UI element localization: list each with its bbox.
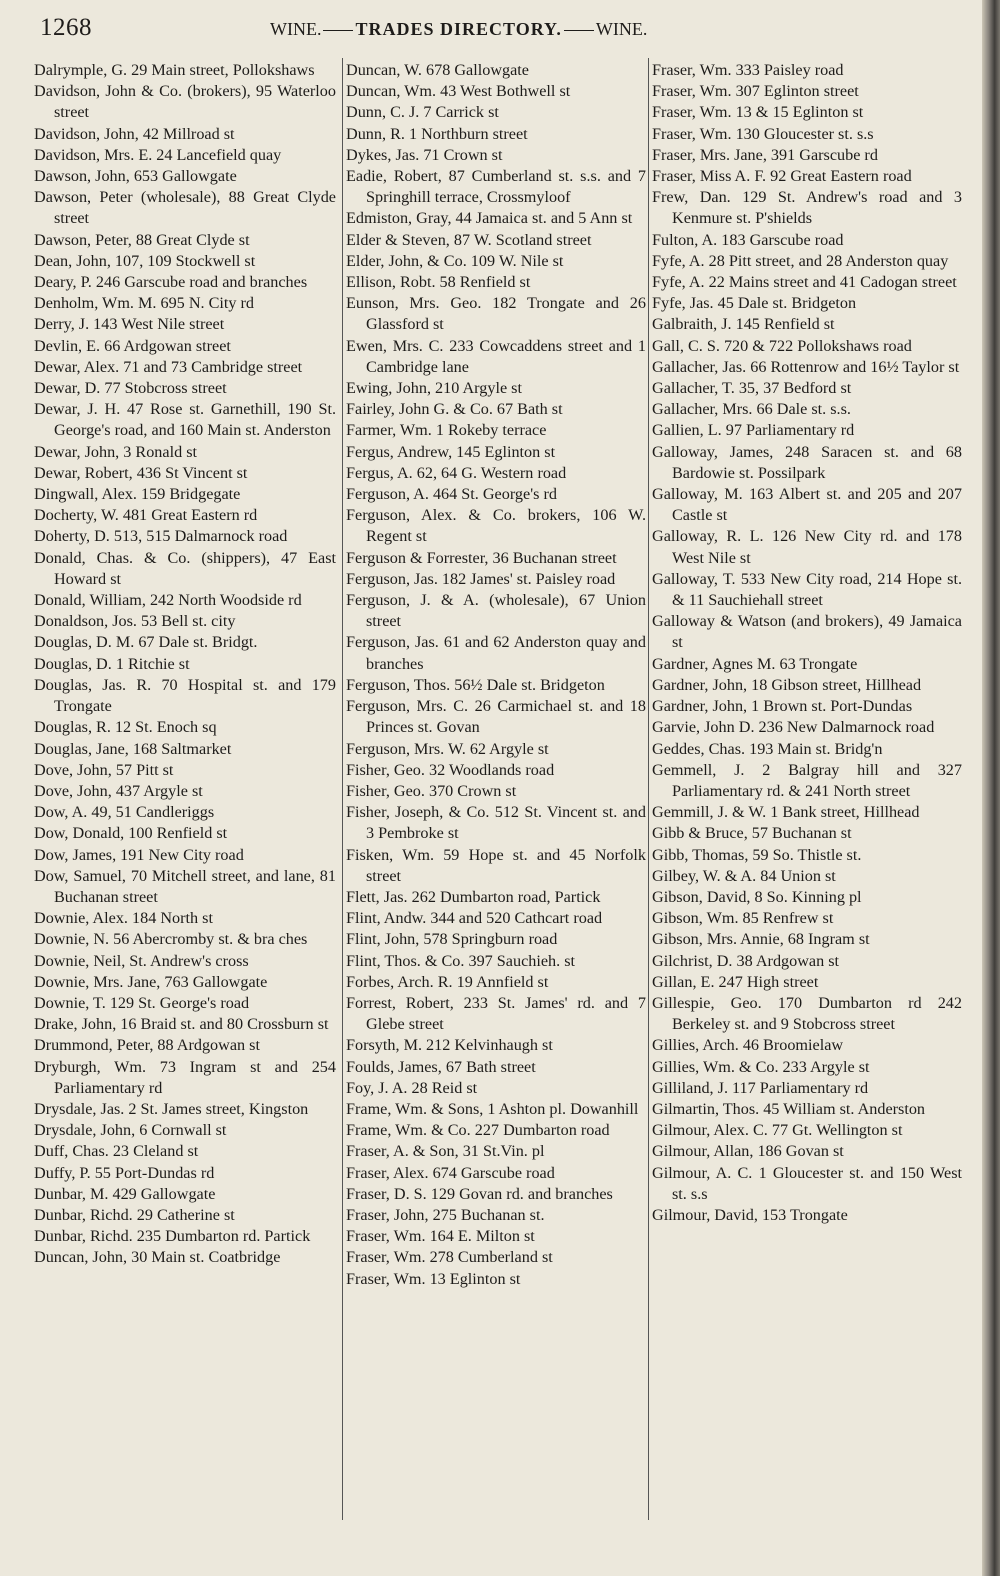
page-number: 1268 bbox=[40, 14, 92, 41]
directory-entry: Dunn, C. J. 7 Carrick st bbox=[346, 103, 499, 122]
directory-entry: Dawson, Peter, 88 Great Clyde st bbox=[34, 230, 250, 249]
directory-entry: Downie, Alex. 184 North st bbox=[34, 909, 213, 928]
directory-entry: Eunson, Mrs. Geo. 182 Trongate and 26 Glassford st bbox=[346, 294, 646, 334]
directory-entry: Fraser, John, 275 Buchanan st. bbox=[346, 1205, 545, 1224]
column-1 bbox=[34, 60, 336, 1269]
directory-entry: Dow, Samuel, 70 Mitchell street, and lane, 81 Buchanan street bbox=[34, 866, 336, 906]
directory-entry: Gibson, Mrs. Annie, 68 Ingram st bbox=[652, 930, 870, 949]
column-divider bbox=[648, 58, 649, 1520]
running-head-right: WINE. bbox=[595, 19, 648, 39]
directory-entry: Fyfe, A. 22 Mains street and 41 Cadogan street bbox=[652, 273, 957, 292]
directory-entry: Gillies, Wm. & Co. 233 Argyle st bbox=[652, 1057, 870, 1076]
directory-entry: Docherty, W. 481 Great Eastern rd bbox=[34, 506, 258, 525]
directory-entry: Donald, William, 242 North Woodside rd bbox=[34, 591, 302, 610]
directory-entry: Gallien, L. 97 Parliamentary rd bbox=[652, 421, 855, 440]
directory-entry: Gilchrist, D. 38 Ardgowan st bbox=[652, 951, 840, 970]
directory-entry: Dove, John, 57 Pitt st bbox=[34, 760, 174, 779]
directory-entry: Frew, Dan. 129 St. Andrew's road and 3 Kenmure st. P'shields bbox=[652, 188, 962, 228]
directory-entry: Fraser, Wm. 13 Eglinton st bbox=[346, 1269, 521, 1288]
directory-entry: Downie, Neil, St. Andrew's cross bbox=[34, 951, 249, 970]
directory-entry: Donald, Chas. & Co. (shippers), 47 East Howard st bbox=[34, 548, 336, 588]
directory-entry: Galloway, James, 248 Saracen st. and 68 Bardowie st. Possilpark bbox=[652, 442, 962, 482]
directory-entry: Dow, Donald, 100 Renfield st bbox=[34, 824, 228, 843]
directory-entry: Ferguson, Jas. 182 James' st. Paisley road bbox=[346, 569, 616, 588]
directory-entry: Dewar, J. H. 47 Rose st. Garnethill, 190 St. George's road, and 160 Main st. Anderston bbox=[34, 400, 336, 440]
directory-entry: Dunbar, Richd. 235 Dumbarton rd. Partick bbox=[34, 1227, 311, 1246]
directory-entry: Douglas, Jane, 168 Saltmarket bbox=[34, 739, 232, 758]
directory-entry: Gall, C. S. 720 & 722 Pollokshaws road bbox=[652, 336, 912, 355]
directory-entry: Ewing, John, 210 Argyle st bbox=[346, 379, 522, 398]
directory-entry: Devlin, E. 66 Ardgowan street bbox=[34, 336, 231, 355]
directory-entry: Dunn, R. 1 Northburn street bbox=[346, 124, 528, 143]
directory-entry: Foy, J. A. 28 Reid st bbox=[346, 1078, 478, 1097]
directory-entry: Elder & Steven, 87 W. Scotland street bbox=[346, 230, 592, 249]
directory-entry: Farmer, Wm. 1 Rokeby terrace bbox=[346, 421, 547, 440]
directory-entry: Dewar, John, 3 Ronald st bbox=[34, 442, 198, 461]
directory-entry: Gallacher, Jas. 66 Rottenrow and 16½ Taylor st bbox=[652, 357, 960, 376]
directory-entry: Gemmill, J. & W. 1 Bank street, Hillhead bbox=[652, 803, 920, 822]
directory-entry: Gilliland, J. 117 Parliamentary rd bbox=[652, 1078, 869, 1097]
column-2 bbox=[346, 60, 646, 1290]
directory-entry: Douglas, D. 1 Ritchie st bbox=[34, 654, 190, 673]
directory-entry: Fraser, Mrs. Jane, 391 Garscube rd bbox=[652, 145, 878, 164]
directory-entry: Dykes, Jas. 71 Crown st bbox=[346, 145, 503, 164]
directory-entry: Geddes, Chas. 193 Main st. Bridg'n bbox=[652, 739, 883, 758]
directory-entry: Gilmour, A. C. 1 Gloucester st. and 150 West st. s.s bbox=[652, 1163, 962, 1203]
directory-entry: Duncan, W. 678 Gallowgate bbox=[346, 61, 529, 79]
directory-entry: Davidson, Mrs. E. 24 Lancefield quay bbox=[34, 145, 282, 164]
directory-entry: Gilmour, Alex. C. 77 Gt. Wellington st bbox=[652, 1121, 903, 1140]
directory-entry: Duncan, John, 30 Main st. Coatbridge bbox=[34, 1248, 281, 1267]
directory-entry: Douglas, R. 12 St. Enoch sq bbox=[34, 718, 217, 737]
directory-entry: Dunbar, M. 429 Gallowgate bbox=[34, 1184, 216, 1203]
directory-entry: Ferguson, Mrs. C. 26 Carmichael st. and 18 Princes st. Govan bbox=[346, 697, 646, 737]
directory-entry: Duffy, P. 55 Port-Dundas rd bbox=[34, 1163, 215, 1182]
directory-entry: Flint, John, 578 Springburn road bbox=[346, 930, 558, 949]
directory-entry: Dawson, John, 653 Gallowgate bbox=[34, 167, 237, 186]
directory-entry: Forsyth, M. 212 Kelvinhaugh st bbox=[346, 1036, 553, 1055]
directory-entry: Fraser, Wm. 278 Cumberland st bbox=[346, 1248, 553, 1267]
directory-entry: Elder, John, & Co. 109 W. Nile st bbox=[346, 251, 564, 270]
directory-entry: Fyfe, Jas. 45 Dale st. Bridgeton bbox=[652, 294, 857, 313]
directory-entry: Davidson, John, 42 Millroad st bbox=[34, 124, 235, 143]
header-dash bbox=[564, 30, 594, 31]
directory-entry: Gardner, John, 18 Gibson street, Hillhead bbox=[652, 675, 922, 694]
directory-entry: Fisher, Geo. 370 Crown st bbox=[346, 781, 517, 800]
directory-entry: Gallacher, T. 35, 37 Bedford st bbox=[652, 379, 852, 398]
directory-entry: Fraser, Alex. 674 Garscube road bbox=[346, 1163, 555, 1182]
directory-entry: Forrest, Robert, 233 St. James' rd. and 7 Glebe street bbox=[346, 993, 646, 1034]
directory-entry: Downie, T. 129 St. George's road bbox=[34, 993, 250, 1012]
page-header bbox=[40, 14, 740, 46]
directory-entry: Galloway, M. 163 Albert st. and 205 and 207 Castle st bbox=[652, 485, 962, 525]
directory-entry: Davidson, John & Co. (brokers), 95 Waterloo street bbox=[34, 82, 336, 122]
directory-entry: Dewar, Robert, 436 St Vincent st bbox=[34, 463, 248, 482]
directory-entry: Galloway & Watson (and brokers), 49 Jamaica st bbox=[652, 612, 962, 652]
directory-entry: Gallacher, Mrs. 66 Dale st. s.s. bbox=[652, 400, 851, 419]
directory-entry: Fraser, Wm. 13 & 15 Eglinton st bbox=[652, 103, 864, 122]
directory-entry: Fraser, Wm. 333 Paisley road bbox=[652, 61, 844, 79]
directory-entry: Drake, John, 16 Braid st. and 80 Crossburn st bbox=[34, 1015, 329, 1034]
directory-entry: Fyfe, A. 28 Pitt street, and 28 Anderston quay bbox=[652, 251, 949, 270]
directory-entry: Drysdale, John, 6 Cornwall st bbox=[34, 1121, 227, 1140]
directory-entry: Denholm, Wm. M. 695 N. City rd bbox=[34, 294, 255, 313]
column-divider bbox=[342, 58, 343, 1520]
directory-entry: Gibb, Thomas, 59 So. Thistle st. bbox=[652, 845, 862, 864]
directory-entry: Gardner, Agnes M. 63 Trongate bbox=[652, 654, 858, 673]
directory-entry: Fisher, Joseph, & Co. 512 St. Vincent st. and 3 Pembroke st bbox=[346, 803, 646, 843]
directory-entry: Gillan, E. 247 High street bbox=[652, 972, 819, 991]
directory-entry: Fairley, John G. & Co. 67 Bath st bbox=[346, 400, 563, 419]
directory-entry: Dawson, Peter (wholesale), 88 Great Clyde street bbox=[34, 188, 336, 228]
directory-entry: Duncan, Wm. 43 West Bothwell st bbox=[346, 82, 571, 101]
directory-entry: Ellison, Robt. 58 Renfield st bbox=[346, 273, 531, 292]
directory-entry: Dow, James, 191 New City road bbox=[34, 845, 244, 864]
directory-entry: Galloway, R. L. 126 New City rd. and 178 West Nile st bbox=[652, 527, 962, 567]
directory-entry: Eadie, Robert, 87 Cumberland st. s.s. and 7 Springhill terrace, Crossmyloof bbox=[346, 167, 646, 207]
directory-entry: Fisken, Wm. 59 Hope st. and 45 Norfolk street bbox=[346, 845, 646, 885]
directory-entry: Fraser, Wm. 307 Eglinton street bbox=[652, 82, 859, 101]
directory-entry: Fraser, Wm. 130 Gloucester st. s.s bbox=[652, 124, 874, 143]
directory-entry: Flint, Thos. & Co. 397 Sauchieh. st bbox=[346, 951, 576, 970]
directory-entry: Garvie, John D. 236 New Dalmarnock road bbox=[652, 718, 935, 737]
directory-entry: Ferguson, A. 464 St. George's rd bbox=[346, 485, 557, 504]
directory-entry: Flint, Andw. 344 and 520 Cathcart road bbox=[346, 909, 603, 928]
directory-entry: Edmiston, Gray, 44 Jamaica st. and 5 Ann st bbox=[346, 209, 633, 228]
directory-entry: Fraser, A. & Son, 31 St.Vin. pl bbox=[346, 1142, 545, 1161]
directory-entry: Gibb & Bruce, 57 Buchanan st bbox=[652, 824, 852, 843]
directory-entry: Ferguson, Alex. & Co. brokers, 106 W. Regent st bbox=[346, 506, 646, 546]
directory-entry: Ferguson, Thos. 56½ Dale st. Bridgeton bbox=[346, 675, 605, 694]
directory-entry: Ferguson & Forrester, 36 Buchanan street bbox=[346, 548, 617, 567]
directory-entry: Derry, J. 143 West Nile street bbox=[34, 315, 225, 334]
directory-entry: Downie, N. 56 Abercromby st. & bra ches bbox=[34, 930, 308, 949]
directory-entry: Fraser, Miss A. F. 92 Great Eastern road bbox=[652, 167, 912, 186]
directory-entry: Gillespie, Geo. 170 Dumbarton rd 242 Berkeley st. and 9 Stobcross street bbox=[652, 993, 962, 1034]
directory-entry: Dingwall, Alex. 159 Bridgegate bbox=[34, 485, 241, 504]
directory-entry: Downie, Mrs. Jane, 763 Gallowgate bbox=[34, 972, 268, 991]
directory-entry: Gilmour, David, 153 Trongate bbox=[652, 1205, 848, 1224]
directory-entry: Dunbar, Richd. 29 Catherine st bbox=[34, 1205, 235, 1224]
directory-entry: Gilmour, Allan, 186 Govan st bbox=[652, 1142, 844, 1161]
page-edge bbox=[982, 0, 1000, 1576]
directory-entry: Fraser, Wm. 164 E. Milton st bbox=[346, 1227, 535, 1246]
directory-entry: Dewar, D. 77 Stobcross street bbox=[34, 379, 227, 398]
directory-entry: Dean, John, 107, 109 Stockwell st bbox=[34, 251, 256, 270]
directory-entry: Gardner, John, 1 Brown st. Port-Dundas bbox=[652, 697, 913, 716]
directory-entry: Gibson, Wm. 85 Renfrew st bbox=[652, 909, 834, 928]
column-3 bbox=[652, 60, 962, 1226]
directory-entry: Foulds, James, 67 Bath street bbox=[346, 1057, 536, 1076]
directory-entry: Frame, Wm. & Sons, 1 Ashton pl. Dowanhill bbox=[346, 1099, 639, 1118]
directory-entry: Donaldson, Jos. 53 Bell st. city bbox=[34, 612, 236, 631]
header-dash bbox=[323, 30, 353, 31]
directory-entry: Gilbey, W. & A. 84 Union st bbox=[652, 866, 836, 885]
directory-entry: Ferguson, J. & A. (wholesale), 67 Union street bbox=[346, 591, 646, 631]
directory-entry: Dove, John, 437 Argyle st bbox=[34, 781, 203, 800]
directory-entry: Drummond, Peter, 88 Ardgowan st bbox=[34, 1036, 260, 1055]
running-head bbox=[270, 19, 647, 40]
directory-entry: Galloway, T. 533 New City road, 214 Hope st. & 11 Sauchiehall street bbox=[652, 569, 962, 610]
directory-entry: Ferguson, Jas. 61 and 62 Anderston quay and branches bbox=[346, 633, 646, 673]
directory-entry: Galbraith, J. 145 Renfield st bbox=[652, 315, 835, 334]
directory-entry: Fulton, A. 183 Garscube road bbox=[652, 230, 844, 249]
directory-entry: Gilmartin, Thos. 45 William st. Anderston bbox=[652, 1099, 926, 1118]
directory-entry: Deary, P. 246 Garscube road and branches bbox=[34, 273, 308, 292]
directory-entry: Drysdale, Jas. 2 St. James street, Kingston bbox=[34, 1099, 309, 1118]
directory-entry: Ewen, Mrs. C. 233 Cowcaddens street and 1 Cambridge lane bbox=[346, 336, 646, 376]
directory-entry: Dalrymple, G. 29 Main street, Pollokshaws bbox=[34, 61, 315, 79]
directory-entry: Forbes, Arch. R. 19 Annfield st bbox=[346, 972, 549, 991]
directory-entry: Dow, A. 49, 51 Candleriggs bbox=[34, 803, 215, 822]
directory-entry: Douglas, D. M. 67 Dale st. Bridgt. bbox=[34, 633, 258, 652]
directory-entry: Gillies, Arch. 46 Broomielaw bbox=[652, 1036, 844, 1055]
directory-entry: Ferguson, Mrs. W. 62 Argyle st bbox=[346, 739, 549, 758]
directory-entry: Doherty, D. 513, 515 Dalmarnock road bbox=[34, 527, 288, 546]
running-head-left: WINE. bbox=[270, 19, 322, 39]
directory-entry: Fraser, D. S. 129 Govan rd. and branches bbox=[346, 1184, 613, 1203]
directory-entry: Douglas, Jas. R. 70 Hospital st. and 179 Trongate bbox=[34, 675, 336, 716]
directory-entry: Fergus, Andrew, 145 Eglinton st bbox=[346, 442, 556, 461]
directory-entry: Gemmell, J. 2 Balgray hill and 327 Parliamentary rd. & 241 North street bbox=[652, 760, 962, 800]
directory-entry: Flett, Jas. 262 Dumbarton road, Partick bbox=[346, 887, 601, 906]
directory-entry: Fisher, Geo. 32 Woodlands road bbox=[346, 760, 555, 779]
directory-entry: Duff, Chas. 23 Cleland st bbox=[34, 1142, 199, 1161]
directory-entry: Fergus, A. 62, 64 G. Western road bbox=[346, 463, 567, 482]
directory-entry: Dryburgh, Wm. 73 Ingram st and 254 Parliamentary rd bbox=[34, 1057, 336, 1097]
running-head-title: TRADES DIRECTORY. bbox=[355, 19, 562, 39]
directory-entry: Dewar, Alex. 71 and 73 Cambridge street bbox=[34, 357, 303, 376]
directory-entry: Frame, Wm. & Co. 227 Dumbarton road bbox=[346, 1121, 610, 1140]
directory-entry: Gibson, David, 8 So. Kinning pl bbox=[652, 887, 862, 906]
